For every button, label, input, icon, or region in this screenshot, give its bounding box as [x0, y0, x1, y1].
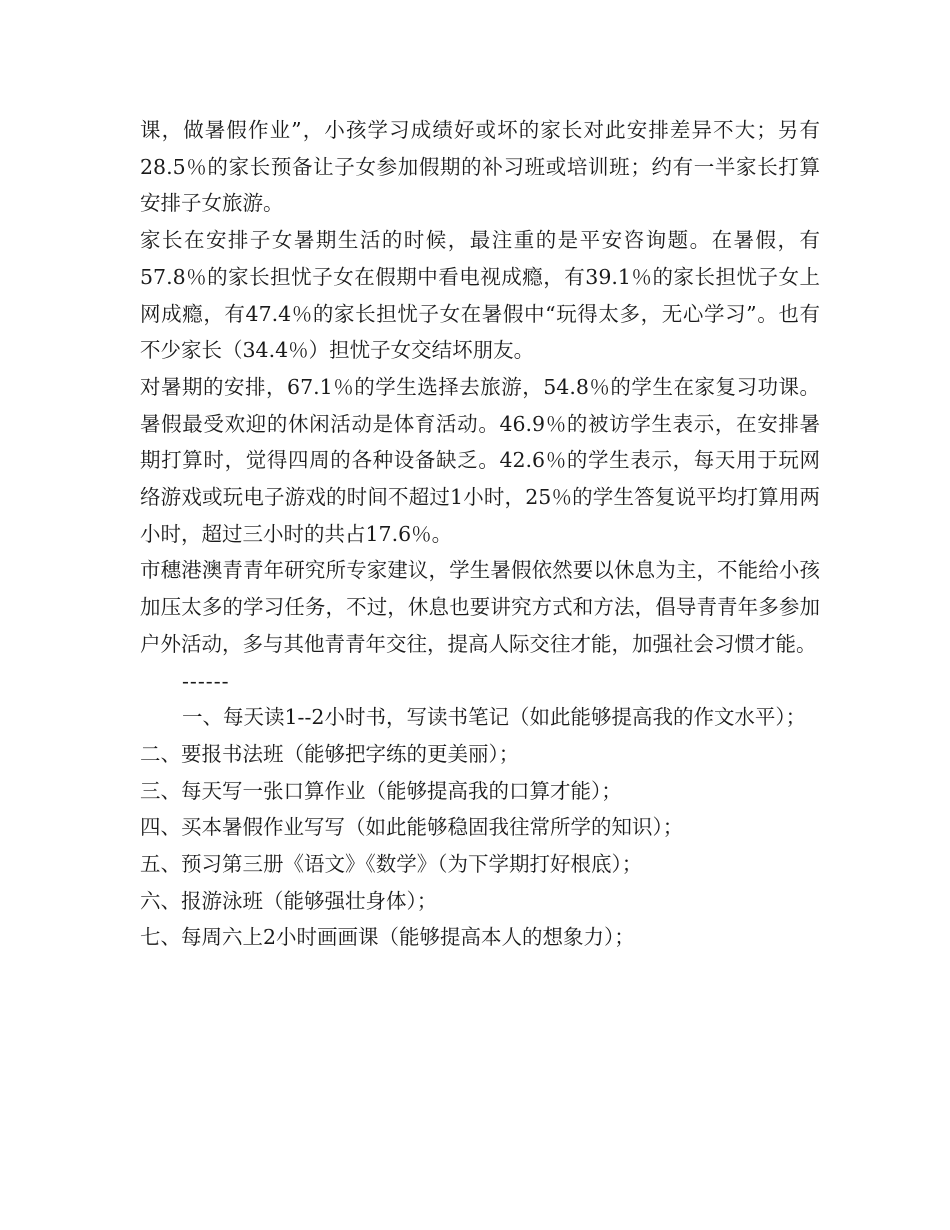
section-divider: ------: [182, 668, 230, 693]
plan-item: 三、每天写一张口算作业（能够提高我的口算才能）；: [140, 778, 622, 803]
plan-item: 一、每天读1--2小时书，写读书笔记（如此能够提高我的作文水平）；: [182, 705, 807, 730]
paragraph-parent-concerns: 家长在安排子女暑期生活的时候，最注重的是平安咨询题。在暑假，有57.8％的家长担忧子女在假期中看电视成瘾，有39.1％的家长担忧子女上网成瘾，有47.4％的家长担忧子女在暑假中“玩得太多，无心学习”。也有不少家长（34.4％）担忧子女交结坏朋友。: [140, 228, 820, 363]
paragraph-student-arrangements: 对暑期的安排，67.1％的学生选择去旅游，54.8％的学生在家复习功课。暑假最受欢迎的休闲活动是体育活动。46.9％的被访学生表示，在安排暑期打算时，觉得四周的各种设备缺乏。42.6％的学生表示，每天用于玩网络游戏或玩电子游戏的时间不超过1小时，25％的学生答复说平均打算用两小时，超过三小时的共占17.6％。: [140, 374, 820, 546]
paragraph-parent-arrangements: 课，做暑假作业”，小孩学习成绩好或坏的家长对此安排差异不大；另有28.5％的家长预备让子女参加假期的补习班或培训班；约有一半家长打算安排子女旅游。: [140, 118, 820, 216]
plan-item: 六、报游泳班（能够强壮身体）；: [140, 888, 438, 913]
paragraph-expert-advice: 市穗港澳青青年研究所专家建议，学生暑假依然要以休息为主，不能给小孩加压太多的学习任务，不过，休息也要讲究方式和方法，倡导青青年多参加户外活动，多与其他青青年交往，提高人际交往才能，加强社会习惯才能。: [140, 558, 820, 656]
document-body: [140, 112, 820, 956]
plan-item: 四、买本暑假作业写写（如此能够稳固我往常所学的知识）；: [140, 815, 684, 840]
plan-item: 五、预习第三册《语文》《数学》（为下学期打好根底）；: [140, 852, 643, 877]
plan-item: 二、要报书法班（能够把字练的更美丽）；: [140, 741, 520, 766]
plan-item: 七、每周六上2小时画画课（能够提高本人的想象力）；: [140, 925, 635, 950]
